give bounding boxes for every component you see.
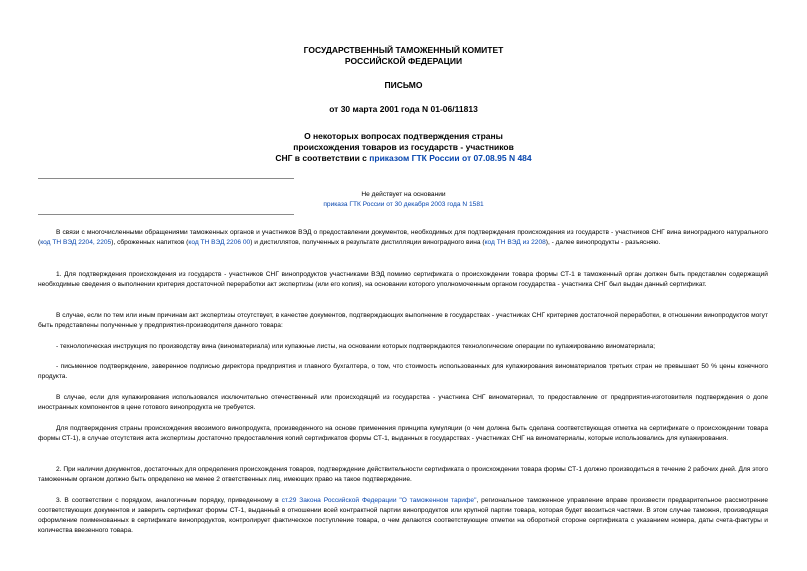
subject-line2: происхождения товаров из государств - участников <box>293 142 514 152</box>
paragraph-3 <box>38 496 768 536</box>
paragraph-confirmation: - письменное подтверждение, заверенное подписью директора предприятия и главного бухгалтера, о том, что стоимость использованных для купажирования виноматериалов третьих стран не превышает 50 % цены конечного продукта. <box>38 363 768 380</box>
inline-law-link[interactable]: код ТН ВЭД 2206 00 <box>188 239 251 246</box>
header-doc-date: от 30 марта 2001 года N 01-06/11813 <box>329 104 478 114</box>
paragraph-text: 3. В соответствии с порядком, аналогичным порядку, приведенному в <box>56 497 282 504</box>
subject-line3 <box>0 153 807 163</box>
paragraph-domestic: В случае, если для купажирования использовался исключительно отечественный или происходящий из государства - участника СНГ виноматериал, то предоставление от предприятия-изготовителя подтверждения о доле иностранных компонентов в цене готового винопродукта не требуется. <box>38 394 768 411</box>
paragraph-instruction: - технологическая инструкция по производству вина (виноматериала) или купажные листы, на основании которых подтверждаются технологические операции по купажированию виноматериала; <box>56 343 656 350</box>
paragraph-cumulation: Для подтверждения страны происхождения ввозимого винопродукта, произведенного на основе применения принципа кумуляции (о чем должна быть сделана соответствующая отметка на сертификате о происхождении товара формы СТ-1), в случае отсутствия акта экспертизы достаточно предоставления копий сертификатов формы СТ-1, выданных в государствах - участниках СНГ на виноматериалы, которые использовались для купажирования. <box>38 425 768 442</box>
paragraph-text: ), сброженных напитков ( <box>111 239 189 246</box>
subject-line1: О некоторых вопросах подтверждения страны <box>304 131 503 141</box>
inline-law-link[interactable]: код ТН ВЭД 2204, 2205 <box>40 239 112 246</box>
paragraph-intro <box>38 228 768 248</box>
header-org-line1: ГОСУДАРСТВЕННЫЙ ТАМОЖЕННЫЙ КОМИТЕТ <box>303 45 504 55</box>
inline-law-link[interactable]: код ТН ВЭД из 2208 <box>484 239 546 246</box>
paragraph-text: В связи с многочисленными обращениями таможенных органов и участников ВЭД о предоставлении документов, необходимых для подтверждения происхождения из государств - участников СНГ вина виноградного натурального ( <box>38 229 768 246</box>
status-note: Не действует на основании <box>361 191 446 198</box>
paragraph-text: , региональное таможенное управление вправе произвести предварительное рассмотрение соответствующих документов и заверить сертификат формы СТ-1, выданный в отношении всей контрактной партии винопродуктов или крупной партии товара, которая будет ввозиться частями. В этом случае таможня, производящая оформление поименованных в сертификате винопродуктов, контролирует фактическое поступление товара, о чем делаются соответствующие отметки на оборотной стороне сертификата с указанием номера, даты счета-фактуры и количества ввезенного товара. <box>38 497 768 534</box>
paragraph-2: 2. При наличии документов, достаточных для определения происхождения товаров, подтверждение действительности сертификата о происхождении товара формы СТ-1 должно производиться в течение 2 рабочих дней. Для этого таможенным органом должно быть определено не менее 2 ответственных лиц, имеющих право на такое подтверждение. <box>38 466 768 483</box>
inline-law-link[interactable]: ст.29 Закона Российской Федерации "О таможенном тарифе" <box>281 497 477 504</box>
subject-order-link[interactable]: приказом ГТК России от 07.08.95 N 484 <box>369 153 532 163</box>
paragraph-text: ), - далее винопродукты - разъясняю. <box>545 239 661 246</box>
status-link[interactable]: приказа ГТК России от 30 декабря 2003 года N 1581 <box>323 201 484 208</box>
subject-line3-prefix: СНГ в соответствии с <box>275 153 370 163</box>
header-doc-type: ПИСЬМО <box>384 80 423 90</box>
divider-bottom <box>38 214 294 215</box>
divider-top <box>38 178 294 179</box>
header-org-line2: РОССИЙСКОЙ ФЕДЕРАЦИИ <box>344 56 463 66</box>
paragraph-no-act: В случае, если по тем или иным причинам акт экспертизы отсутствует, в качестве документов, подтверждающих выполнение в государствах - участниках СНГ критериев достаточной переработки, в отношении винопродуктов могут быть представлены полученные у предприятия-производителя данного товара: <box>38 312 768 329</box>
paragraph-1: 1. Для подтверждения происхождения из государств - участников СНГ винопродуктов участниками ВЭД помимо сертификата о происхождении товара формы СТ-1 в таможенный орган должен быть представлен содержащий необходимые сведения о выполнении критерия достаточной переработки акт экспертизы (или его копия), на основании которого уполномоченным органом государства - участника СНГ был выдан данный сертификат. <box>38 271 768 288</box>
paragraph-text: ) и дистиллятов, полученных в результате дистилляции виноградного вина ( <box>250 239 485 246</box>
